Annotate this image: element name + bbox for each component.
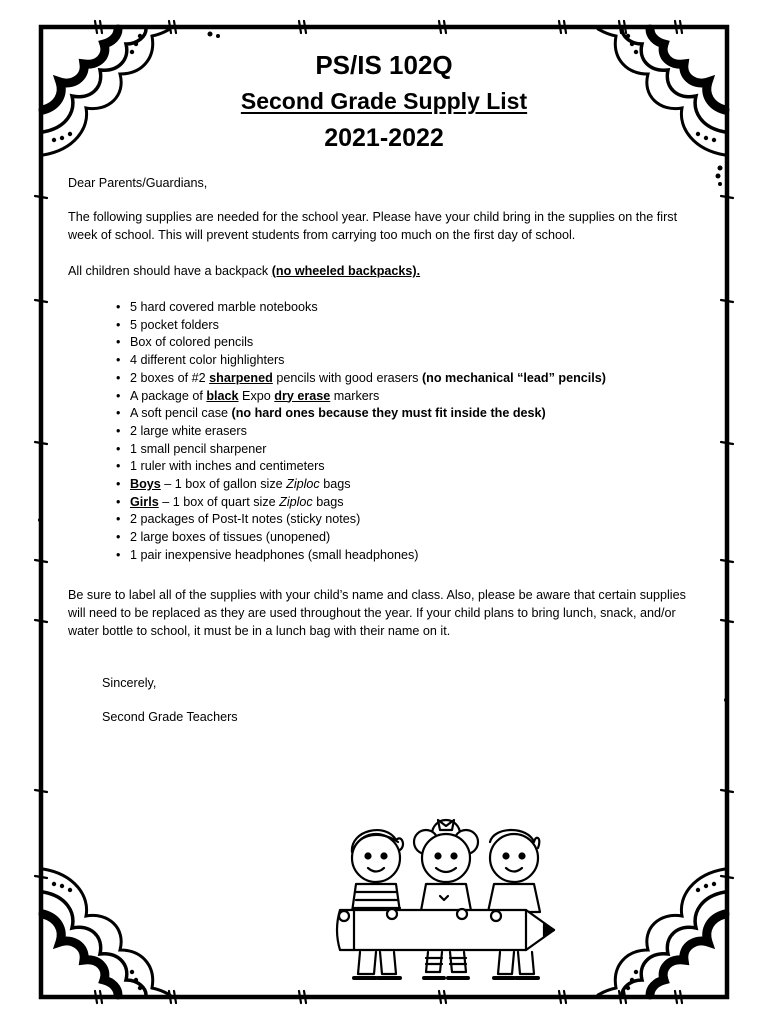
intro-paragraph: The following supplies are needed for the school year. Please have your child bring in the supplies on the first week of school. This will prevent students from carrying too much on the first day of school. xyxy=(68,210,678,242)
supply-item xyxy=(116,511,716,529)
supply-item-text: black xyxy=(206,388,239,403)
corner-ornament-bottom-left xyxy=(43,869,170,995)
supply-item-text: 2 large boxes of tissues (unopened) xyxy=(130,530,331,545)
supply-item-text: sharpened xyxy=(209,370,273,385)
supply-item-text: Boys xyxy=(130,477,161,492)
supply-item xyxy=(116,441,716,459)
supply-item xyxy=(116,388,716,406)
supply-item-text: 4 different color highlighters xyxy=(130,353,285,368)
supply-item-text: 2 large white erasers xyxy=(130,423,247,438)
backpack-text: All children should have a backpack xyxy=(68,264,272,278)
supply-item-text: (no hard ones because they must fit inside the desk) xyxy=(231,406,546,421)
supply-item-text: Girls xyxy=(130,494,159,509)
supply-item-text: dry erase xyxy=(274,388,331,403)
salutation: Dear Parents/Guardians, xyxy=(68,176,208,190)
supply-item xyxy=(116,494,716,512)
closing-paragraph: Be sure to label all of the supplies with your child’s name and class. Also, please be aware that certain supplies will need to be replaced as they are used throughout the year. If your child plans to bring lunch, snack, and/or water bottle to school, it must be in a lunch bag with their name on it. xyxy=(68,588,686,638)
signature: Second Grade Teachers xyxy=(102,710,238,724)
supply-item xyxy=(116,317,716,335)
supply-item xyxy=(116,423,716,441)
backpack-note xyxy=(68,262,698,280)
supply-item xyxy=(116,529,716,547)
supply-item xyxy=(116,547,716,565)
supply-item-text: pencils with good erasers xyxy=(272,370,422,385)
supply-item-text: 5 hard covered marble notebooks xyxy=(130,300,318,314)
supply-item-text: – 1 box of quart size xyxy=(158,494,280,509)
supply-item-text: 1 pair inexpensive headphones (small headphones) xyxy=(130,547,419,562)
page-title-text: Second Grade Supply List xyxy=(240,88,528,114)
supply-item-text: 1 small pencil sharpener xyxy=(130,441,267,456)
corner-ornament-bottom-right xyxy=(598,869,725,995)
school-name: PS/IS 102Q xyxy=(315,50,453,80)
supply-item-text: 2 boxes of #2 xyxy=(130,370,210,385)
supply-item-text: A package of xyxy=(130,388,207,403)
supply-item-text: Ziploc xyxy=(279,494,313,509)
backpack-warning: (no wheeled backpacks). xyxy=(271,264,421,278)
page-title xyxy=(0,88,768,115)
supply-item xyxy=(116,370,716,388)
supply-item xyxy=(116,334,716,352)
supply-item-text: – 1 box of gallon size xyxy=(160,477,287,492)
supply-list xyxy=(116,299,716,565)
supply-item-text: A soft pencil case xyxy=(130,406,232,421)
supply-item-text: bags xyxy=(319,477,351,492)
supply-item-text: 5 pocket folders xyxy=(130,317,219,332)
supply-item-text: markers xyxy=(330,388,380,403)
supply-item-text: Ziploc xyxy=(286,477,320,492)
supply-item-text: bags xyxy=(312,494,344,509)
supply-item-text: 2 packages of Post-It notes (sticky notes) xyxy=(130,512,361,527)
kids-with-pencil-illustration xyxy=(330,812,560,987)
supply-item-text: Box of colored pencils xyxy=(130,335,254,350)
supply-item-text: 1 ruler with inches and centimeters xyxy=(130,459,325,474)
supply-item xyxy=(116,352,716,370)
supply-item-text: Expo xyxy=(238,388,275,403)
supply-item xyxy=(116,458,716,476)
supply-item-text: (no mechanical “lead” pencils) xyxy=(421,370,606,385)
supply-item xyxy=(116,405,716,423)
supply-item xyxy=(116,299,716,317)
supply-item xyxy=(116,476,716,494)
sign-off: Sincerely, xyxy=(102,676,157,690)
school-year: 2021-2022 xyxy=(324,124,444,152)
